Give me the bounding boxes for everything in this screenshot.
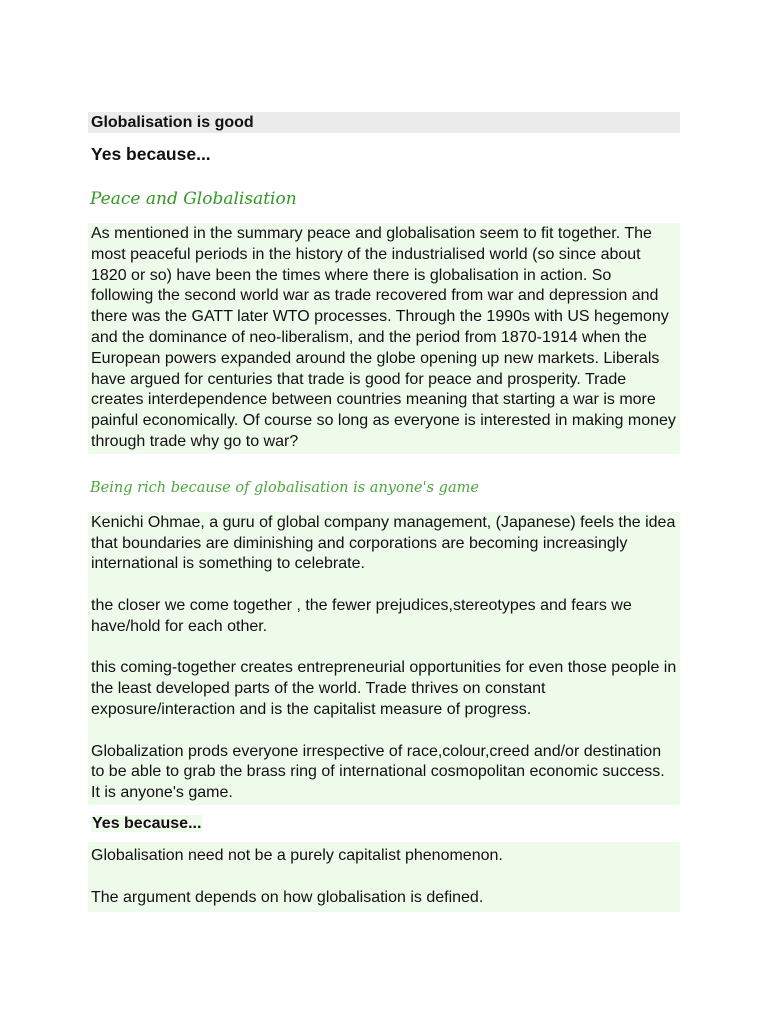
- yes-because-text: Yes because...: [92, 814, 202, 832]
- argument-paragraph: the closer we come together , the fewer prejudices,stereotypes and fears we have/hold for each other.: [91, 596, 632, 635]
- subheading-yes-because: Yes because...: [91, 144, 211, 164]
- argument-paragraph: Globalisation need not be a purely capitalist phenomenon.: [91, 846, 503, 864]
- argument-paragraph: this coming-together creates entrepreneurial opportunities for even those people in the least developed parts of the world. Trade thrives on constant exposure/interaction and is the capitalist measure of progress.: [91, 659, 677, 718]
- argument-paragraph: Kenichi Ohmae, a guru of global company management, (Japanese) feels the idea that boundaries are diminishing and corporations are becoming increasingly international is something to celebrate.: [91, 513, 676, 573]
- section-heading-rich: Being rich because of globalisation is anyone's game: [90, 479, 479, 496]
- argument-paragraph: The argument depends on how globalisation is defined.: [91, 888, 484, 906]
- argument-paragraph: Globalization prods everyone irrespective of race,colour,creed and/or destination to be able to grab the brass ring of international cosmopolitan economic success. It is anyone's game.: [91, 742, 665, 802]
- page-title: Globalisation is good: [88, 112, 680, 133]
- argument-box-capitalist: [88, 842, 680, 912]
- yes-because-label: [88, 813, 680, 834]
- argument-box-peace: [88, 223, 680, 454]
- document-body: [88, 112, 680, 912]
- section-heading-peace: Peace and Globalisation: [90, 189, 297, 209]
- argument-paragraph: As mentioned in the summary peace and globalisation seem to fit together. The most peaceful periods in the history of the industrialised world (so since about 1820 or so) have been the times where there is globalisation in action. So following the second world war as trade recovered from war and depression and there was the GATT later WTO processes. Through the 1990s with US hegemony and the dominance of neo-liberalism, and the period from 1870-1914 when the European powers expanded around the globe opening up new markets. Liberals have argued for centuries that trade is good for peace and prosperity. Trade creates interdependence between countries meaning that starting a war is more painful economically. Of course so long as everyone is interested in making money through trade why go to war?: [91, 225, 676, 450]
- argument-box-rich: [88, 512, 680, 805]
